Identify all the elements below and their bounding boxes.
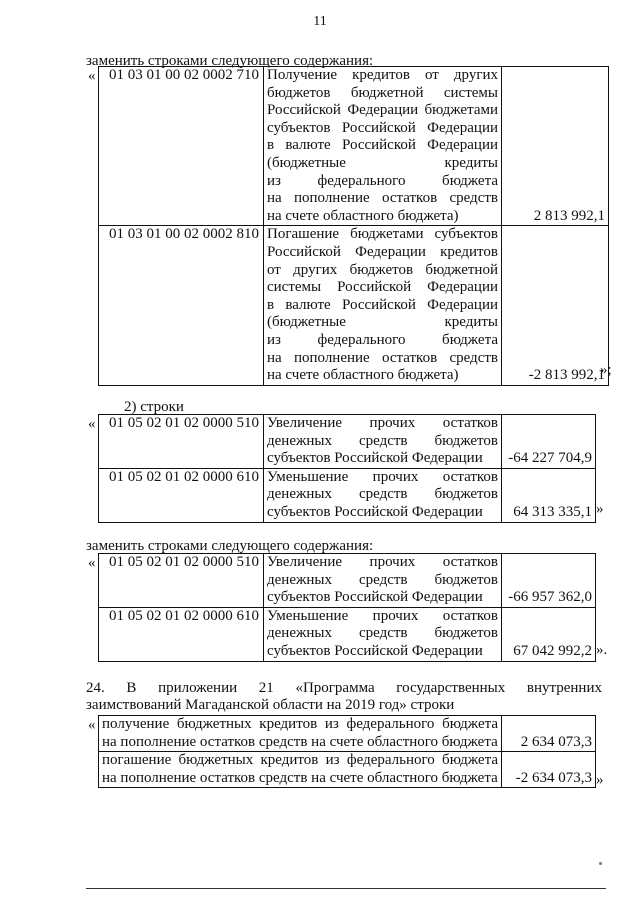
- code-cell: 01 05 02 01 02 0000 610: [99, 468, 264, 522]
- amount-cell: 64 313 335,1: [502, 468, 596, 522]
- page-number: 11: [313, 14, 327, 29]
- amount-cell: -64 227 704,9: [502, 415, 596, 469]
- description-cell: Погашение бюджетами субъектов Российской Федерации кредитов от других бюджетов бюджетной системы Российской Федерации в валюте Российской Федерации (бюджетные кредиты из федерального бюджета на пополнение остатков средств на счете областного бюджета): [264, 226, 502, 385]
- amount-cell: -2 634 073,3: [502, 752, 596, 788]
- amount-cell: 67 042 992,2: [502, 607, 596, 661]
- item-2-label: 2) строки: [124, 399, 184, 415]
- table-row: [99, 468, 596, 522]
- amount-cell: -66 957 362,0: [502, 554, 596, 608]
- code-cell: 01 05 02 01 02 0000 610: [99, 607, 264, 661]
- description-cell: получение бюджетных кредитов из федерального бюджета на пополнение остатков средств на счете областного бюджета: [99, 716, 502, 752]
- open-quote-4: «: [88, 717, 96, 733]
- code-cell: 01 05 02 01 02 0000 510: [99, 554, 264, 608]
- paragraph-24: 24. В приложении 21 «Программа государственных внутренних заимствований Магаданской области на 2019 год» строки: [86, 680, 602, 713]
- table-balances-old: [98, 414, 596, 523]
- table-row: [99, 716, 596, 752]
- bottom-rule: [86, 888, 606, 889]
- replace-heading-2: заменить строками следующего содержания:: [86, 538, 374, 554]
- description-cell: Увеличение прочих остатков денежных средств бюджетов субъектов Российской Федерации: [264, 554, 502, 608]
- open-quote-2: «: [88, 416, 96, 432]
- description-cell: Уменьшение прочих остатков денежных средств бюджетов субъектов Российской Федерации: [264, 468, 502, 522]
- description-cell: Получение кредитов от других бюджетов бюджетной системы Российской Федерации бюджетами субъектов Российской Федерации в валюте Российской Федерации (бюджетные кредиты из федерального бюджета на пополнение остатков средств на счете областного бюджета): [264, 67, 502, 226]
- table-program-borrowings: [98, 715, 596, 788]
- amount-cell: 2 634 073,3: [502, 716, 596, 752]
- table-balances-new: [98, 553, 596, 662]
- open-quote-1: «: [88, 68, 96, 84]
- table-credits: [98, 66, 609, 386]
- open-quote-3: «: [88, 555, 96, 571]
- code-cell: 01 03 01 00 02 0002 710: [99, 67, 264, 226]
- close-quote-3: ».: [596, 642, 608, 658]
- table-row: [99, 415, 596, 469]
- amount-cell: -2 813 992,1: [502, 226, 609, 385]
- description-cell: Уменьшение прочих остатков денежных средств бюджетов субъектов Российской Федерации: [264, 607, 502, 661]
- table-row: [99, 607, 596, 661]
- table-row: [99, 752, 596, 788]
- amount-cell: 2 813 992,1: [502, 67, 609, 226]
- table-row: [99, 554, 596, 608]
- table-row: [99, 226, 609, 385]
- table-row: [99, 67, 609, 226]
- code-cell: 01 03 01 00 02 0002 810: [99, 226, 264, 385]
- scan-speck: [599, 862, 602, 865]
- description-cell: погашение бюджетных кредитов из федерального бюджета на пополнение остатков средств на счете областного бюджета: [99, 752, 502, 788]
- code-cell: 01 05 02 01 02 0000 510: [99, 415, 264, 469]
- replace-heading-1: заменить строками следующего содержания:: [86, 53, 374, 69]
- description-cell: Увеличение прочих остатков денежных средств бюджетов субъектов Российской Федерации: [264, 415, 502, 469]
- close-quote-2: »: [596, 501, 604, 517]
- close-quote-1: »;: [600, 362, 612, 378]
- close-quote-4: »: [596, 772, 604, 788]
